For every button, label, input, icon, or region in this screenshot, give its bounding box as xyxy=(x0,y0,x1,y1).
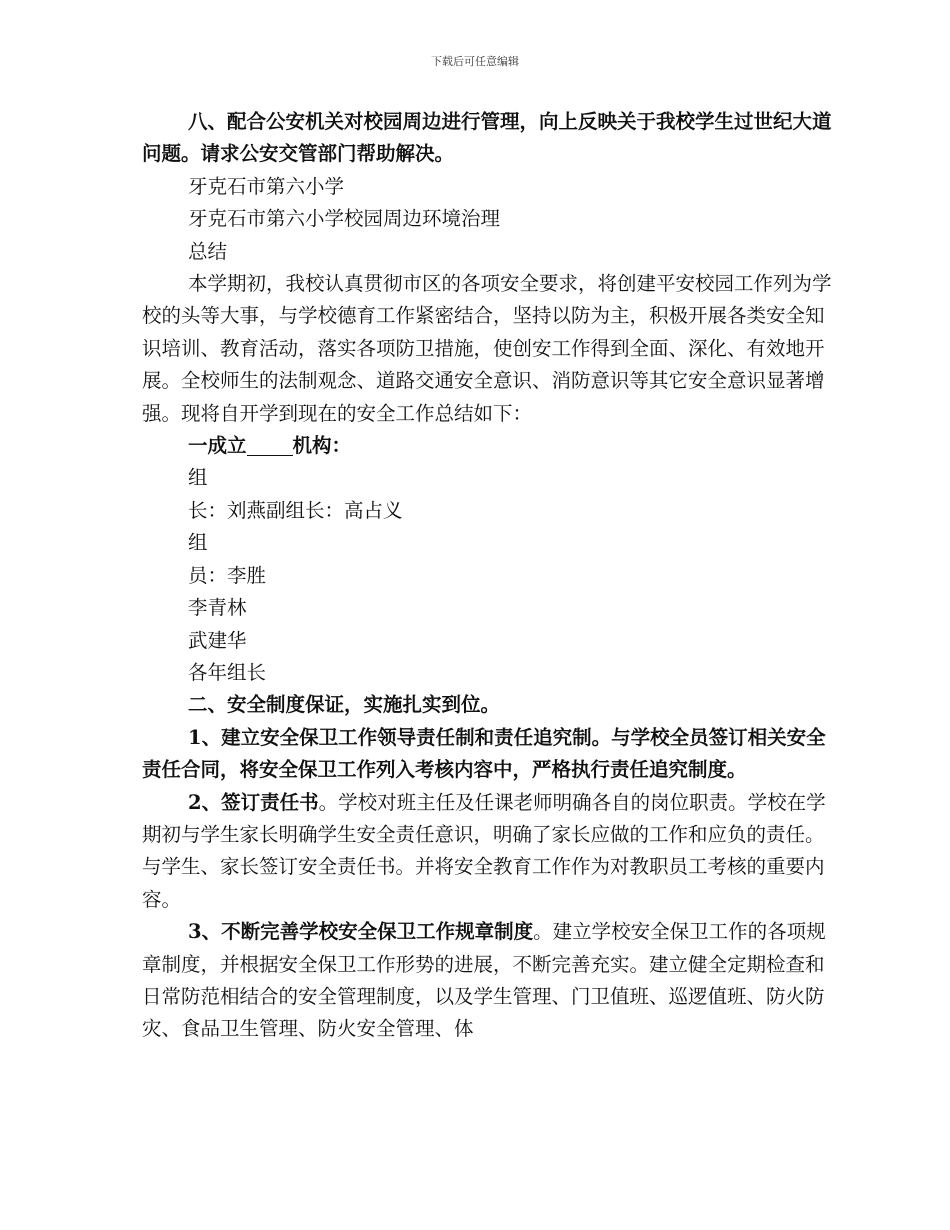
org-line-3: 组 xyxy=(188,531,208,555)
document-body xyxy=(142,106,832,1046)
item-2-body: 。学校对班主任及任课老师明确各自的岗位职责。学校在学期初与学生家长明确学生安全责任意识，明确了家长应做的工作和应负的责任。与学生、家长签订安全责任书。并将安全教育工作作为对教职员工考核的重要内容。 xyxy=(142,790,826,911)
item-2-paragraph xyxy=(142,787,832,917)
page-header: 下载后可任意编辑 xyxy=(431,55,519,68)
org-line-6: 武建华 xyxy=(188,628,247,652)
section-1-prefix: 一成立 xyxy=(188,434,247,458)
school-name: 牙克石市第六小学 xyxy=(188,174,345,198)
blank-underline xyxy=(247,433,293,456)
section-2-heading: 二、安全制度保证，实施扎实到位。 xyxy=(188,693,501,717)
org-line-5: 李青林 xyxy=(188,596,247,620)
item-3-body: 。建立学校安全保卫工作的各项规章制度，并根据安全保卫工作形势的进展，不断完善充实。建立健全定期检查和日常防范相结合的安全管理制度，以及学生管理、门卫值班、巡逻值班、防火防灾、食品卫生管理、防火安全管理、体 xyxy=(142,920,826,1041)
document-title: 牙克石市第六小学校园周边环境治理 xyxy=(188,207,501,231)
document-title-suffix: 总结 xyxy=(188,239,228,263)
org-line-4: 员：李胜 xyxy=(188,563,267,587)
section-1-heading xyxy=(142,430,832,462)
paragraph-8-liaison: 八、配合公安机关对校园周边进行管理，向上反映关于我校学生过世纪大道问题。请求公安交管部门帮助解决。 xyxy=(142,110,832,166)
org-line-2: 长：刘燕副组长：高占义 xyxy=(188,498,403,522)
item-1-paragraph: 1、建立安全保卫工作领导责任制和责任追究制。与学校全员签订相关安全责任合同，将安全保卫工作列入考核内容中，严格执行责任追究制度。 xyxy=(142,725,826,782)
item-3-heading: 3、不断完善学校安全保卫工作规章制度 xyxy=(188,920,534,944)
section-1-suffix: 机构： xyxy=(292,434,352,458)
intro-paragraph: 本学期初，我校认真贯彻市区的各项安全要求，将创建平安校园工作列为学校的头等大事，与学校德育工作紧密结合，坚持以防为主，积极开展各类安全知识培训、教育活动，落实各项防卫措施，使创安工作得到全面、深化、有效地开展。全校师生的法制观念、道路交通安全意识、消防意识等其它安全意识显著增强。现将自开学到现在的安全工作总结如下： xyxy=(142,272,832,425)
org-line-1: 组 xyxy=(188,466,208,490)
item-2-heading: 2、签订责任书 xyxy=(188,790,319,814)
org-line-7: 各年组长 xyxy=(188,660,267,684)
item-3-paragraph xyxy=(142,916,832,1046)
